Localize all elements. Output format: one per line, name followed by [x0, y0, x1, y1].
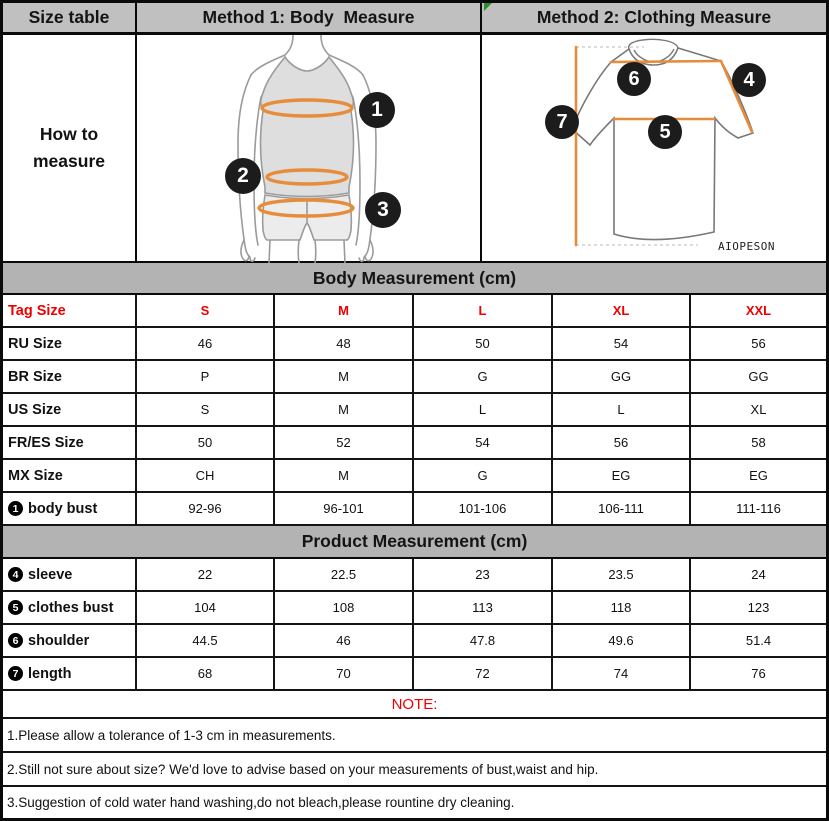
- size-value-cell: 47.8: [414, 625, 553, 658]
- row-label: BR Size: [3, 361, 137, 394]
- row-label: 7 length: [3, 658, 137, 691]
- size-value-cell: 54: [414, 427, 553, 460]
- size-value-cell: 44.5: [137, 625, 275, 658]
- size-value-cell: S: [137, 295, 275, 328]
- body-marker-bust: 1: [359, 92, 395, 128]
- size-value-cell: 46: [275, 625, 414, 658]
- row-label: US Size: [3, 394, 137, 427]
- measure-number-bullet-icon: 4: [8, 567, 23, 582]
- size-value-cell: 92-96: [137, 493, 275, 526]
- size-value-cell: P: [137, 361, 275, 394]
- size-value-cell: 123: [691, 592, 826, 625]
- size-value-cell: M: [275, 361, 414, 394]
- size-value-cell: G: [414, 361, 553, 394]
- row-label: Tag Size: [3, 295, 137, 328]
- size-value-cell: 24: [691, 559, 826, 592]
- size-value-cell: 104: [137, 592, 275, 625]
- size-value-cell: 22.5: [275, 559, 414, 592]
- size-value-cell: M: [275, 394, 414, 427]
- size-value-cell: 68: [137, 658, 275, 691]
- shirt-marker-length: 7: [545, 105, 579, 139]
- size-value-cell: L: [553, 394, 691, 427]
- size-value-cell: 49.6: [553, 625, 691, 658]
- size-value-cell: CH: [137, 460, 275, 493]
- size-value-cell: XXL: [691, 295, 826, 328]
- size-value-cell: 111-116: [691, 493, 826, 526]
- measure-number-bullet-icon: 5: [8, 600, 23, 615]
- size-value-cell: 50: [137, 427, 275, 460]
- row-label: RU Size: [3, 328, 137, 361]
- how-to-measure-label: How to measure: [3, 35, 137, 261]
- size-value-cell: 96-101: [275, 493, 414, 526]
- size-value-cell: XL: [553, 295, 691, 328]
- brand-watermark: AIOPESON: [718, 240, 775, 253]
- product-measurement-band: Product Measurement (cm): [3, 526, 826, 559]
- row-label: 6 shoulder: [3, 625, 137, 658]
- size-value-cell: 23.5: [553, 559, 691, 592]
- measure-number-bullet-icon: 6: [8, 633, 23, 648]
- row-label: 5 clothes bust: [3, 592, 137, 625]
- size-value-cell: 56: [553, 427, 691, 460]
- measure-number-bullet-icon: 7: [8, 666, 23, 681]
- size-value-cell: 72: [414, 658, 553, 691]
- size-value-cell: 76: [691, 658, 826, 691]
- row-label: MX Size: [3, 460, 137, 493]
- size-value-cell: L: [414, 394, 553, 427]
- size-value-cell: 23: [414, 559, 553, 592]
- size-value-cell: 113: [414, 592, 553, 625]
- row-label: FR/ES Size: [3, 427, 137, 460]
- note-item: 3.Suggestion of cold water hand washing,do not bleach,please rountine dry cleaning.: [7, 795, 515, 810]
- size-value-cell: EG: [691, 460, 826, 493]
- top-header-row: [3, 3, 826, 35]
- shirt-marker-sleeve: 4: [732, 63, 766, 97]
- size-value-cell: XL: [691, 394, 826, 427]
- product-measurement-table: [3, 559, 826, 691]
- method2-heading: Method 2: Clothing Measure: [536, 7, 772, 27]
- size-value-cell: 46: [137, 328, 275, 361]
- note-item: 2.Still not sure about size? We'd love to advise based on your measurements of bust,waist and hip.: [3, 753, 826, 787]
- size-value-cell: S: [137, 394, 275, 427]
- size-value-cell: 58: [691, 427, 826, 460]
- body-measurement-band: Body Measurement (cm): [3, 263, 826, 295]
- size-value-cell: 48: [275, 328, 414, 361]
- size-value-cell: G: [414, 460, 553, 493]
- clothing-measure-diagram: [482, 35, 826, 261]
- body-outline-illustration: [137, 35, 482, 263]
- cell-corner-flag-icon: [484, 3, 492, 11]
- body-marker-hip: 3: [365, 192, 401, 228]
- notes-list: [3, 719, 826, 818]
- size-value-cell: 51.4: [691, 625, 826, 658]
- size-value-cell: 70: [275, 658, 414, 691]
- tshirt-outline-illustration: [482, 35, 822, 263]
- body-marker-waist: 2: [225, 158, 261, 194]
- note-title: NOTE:: [3, 691, 826, 719]
- size-value-cell: 106-111: [553, 493, 691, 526]
- size-value-cell: 74: [553, 658, 691, 691]
- measure-number-bullet-icon: 1: [8, 501, 23, 516]
- size-value-cell: M: [275, 460, 414, 493]
- size-value-cell: 22: [137, 559, 275, 592]
- size-value-cell: 52: [275, 427, 414, 460]
- shirt-marker-shoulder: 6: [617, 62, 651, 96]
- size-value-cell: GG: [553, 361, 691, 394]
- size-value-cell: EG: [553, 460, 691, 493]
- note-item: 1.Please allow a tolerance of 1-3 cm in measurements.: [3, 719, 826, 753]
- shirt-marker-clothes-bust: 5: [648, 115, 682, 149]
- body-measurement-table: [3, 295, 826, 526]
- size-value-cell: 50: [414, 328, 553, 361]
- body-measure-diagram: [137, 35, 482, 261]
- size-value-cell: 54: [553, 328, 691, 361]
- method1-heading: Method 1: Body Measure: [137, 3, 482, 32]
- size-value-cell: 118: [553, 592, 691, 625]
- illustration-row: [3, 35, 826, 263]
- size-value-cell: 108: [275, 592, 414, 625]
- size-value-cell: GG: [691, 361, 826, 394]
- size-table-heading: Size table: [3, 3, 137, 32]
- size-value-cell: M: [275, 295, 414, 328]
- row-label: 1 body bust: [3, 493, 137, 526]
- size-value-cell: 56: [691, 328, 826, 361]
- size-value-cell: 101-106: [414, 493, 553, 526]
- size-value-cell: L: [414, 295, 553, 328]
- row-label: 4 sleeve: [3, 559, 137, 592]
